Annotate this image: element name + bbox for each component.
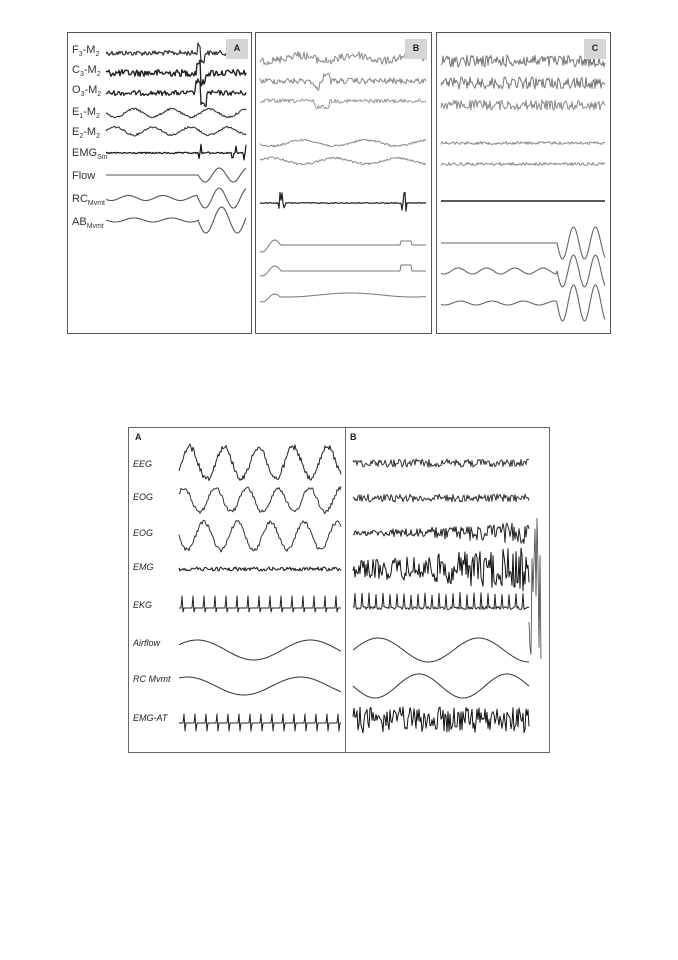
panel-a-tag — [226, 39, 248, 59]
channel-label: $E_1-M_2$ — [72, 106, 100, 121]
waveform-trace — [106, 60, 246, 86]
waveform-trace — [260, 240, 426, 252]
waveform-trace — [353, 494, 529, 502]
figure-bottom-traces — [129, 428, 549, 752]
waveform-trace — [260, 51, 426, 64]
panel-b-letter: B — [412, 43, 420, 53]
waveform-trace — [260, 99, 426, 109]
waveform-trace — [441, 255, 605, 287]
waveform-trace — [106, 43, 246, 63]
waveform-trace — [179, 486, 341, 514]
waveform-trace — [179, 677, 341, 695]
waveform-trace — [179, 640, 341, 660]
waveform-trace — [353, 593, 529, 610]
waveform-trace — [441, 285, 605, 321]
channel-label: EMG — [133, 562, 154, 572]
waveform-trace — [529, 518, 541, 659]
channel-label: $F_3-M_2$ — [72, 44, 100, 59]
panel-b-tag — [405, 39, 427, 59]
waveform-trace — [260, 139, 426, 147]
channel-label: $EMG_{Sm}$ — [72, 147, 108, 162]
panel-c-letter: C — [591, 43, 599, 53]
waveform-trace — [260, 157, 426, 164]
channel-label: EEG — [133, 459, 153, 469]
channel-label: Airflow — [133, 638, 161, 648]
waveform-trace — [441, 163, 605, 166]
waveform-trace — [260, 193, 426, 212]
channel-label: RC Mvmt — [133, 674, 171, 684]
waveform-trace — [260, 74, 426, 91]
figure-bottom — [128, 427, 550, 753]
waveform-trace — [106, 126, 246, 136]
waveform-trace — [179, 520, 341, 552]
waveform-trace — [353, 523, 529, 543]
waveform-trace — [260, 265, 426, 276]
panel-b-letter: B — [350, 432, 357, 442]
waveform-trace — [441, 142, 605, 145]
panel-divider — [345, 428, 346, 752]
panel-a-letter: A — [233, 43, 241, 53]
panel-b-traces — [256, 33, 431, 333]
waveform-trace — [106, 79, 246, 107]
panel-a-letter: A — [135, 432, 142, 442]
waveform-trace — [441, 100, 605, 110]
waveform-trace — [106, 207, 246, 233]
waveform-trace — [441, 55, 605, 67]
channel-label: $O_3-M_2$ — [72, 84, 102, 99]
panel-b — [255, 32, 432, 334]
panel-c-tag — [584, 39, 606, 59]
channel-label: $RC_{Mvmt}$ — [72, 193, 105, 208]
panel-a — [67, 32, 252, 334]
channel-label: EMG-AT — [133, 713, 168, 723]
waveform-trace — [260, 293, 426, 302]
waveform-trace — [106, 108, 246, 118]
waveform-trace — [441, 227, 605, 259]
channel-label: $AB_{Mvmt}$ — [72, 216, 104, 231]
waveform-trace — [353, 459, 529, 467]
waveform-trace — [353, 638, 529, 662]
waveform-trace — [106, 144, 246, 160]
channel-label: EOG — [133, 528, 154, 538]
panel-c-traces — [437, 33, 610, 333]
waveform-trace — [353, 707, 529, 733]
panel-c — [436, 32, 611, 334]
channel-label: EOG — [133, 492, 154, 502]
channel-label: $E_2-M_2$ — [72, 126, 100, 141]
waveform-trace — [179, 567, 341, 571]
waveform-trace — [106, 188, 246, 208]
ekg-trace — [179, 596, 341, 612]
channel-label: EKG — [133, 600, 153, 610]
waveform-trace — [353, 548, 529, 591]
waveform-trace — [179, 444, 341, 481]
emg-at-trace — [179, 714, 341, 731]
waveform-trace — [353, 674, 529, 698]
channel-label: Flow — [72, 170, 96, 182]
waveform-trace — [441, 77, 605, 89]
channel-label: $C_3-M_2$ — [72, 64, 101, 79]
waveform-trace — [106, 168, 246, 182]
